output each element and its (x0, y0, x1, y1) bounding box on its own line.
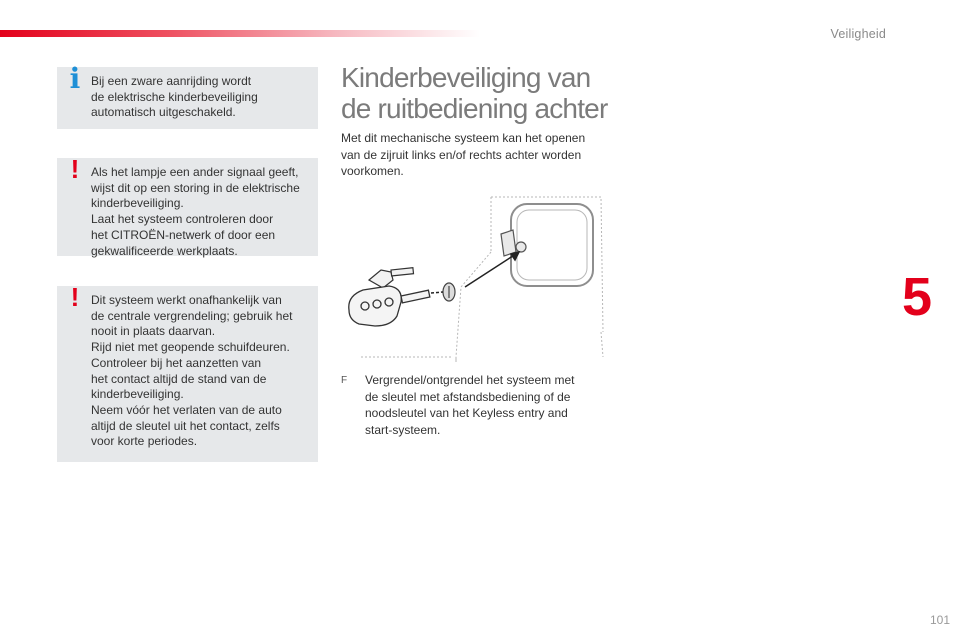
page-title-line: de ruitbediening achter (341, 93, 608, 124)
note-line: automatisch uitgeschakeld. (91, 105, 236, 120)
lock-cylinder (443, 283, 455, 301)
intro-line: van de zijruit links en/of rechts achter worden (341, 147, 582, 162)
note-line: Dit systeem werkt onafhankelijk van (91, 293, 282, 307)
note-line: Controleer bij het aanzetten van (91, 355, 262, 370)
section-title: Veiligheid (830, 27, 886, 41)
page-number: 101 (929, 613, 950, 627)
note-line: het contact altijd de stand van de (91, 371, 267, 386)
intro-line: voorkomen. (341, 164, 404, 178)
note-line: altijd de sleutel uit het contact, zelfs (91, 418, 280, 433)
note-line: de centrale vergrendeling; gebruik het (91, 308, 293, 323)
note-line: kinderbeveiliging. (91, 196, 184, 211)
instruction-step (341, 372, 591, 438)
instruction-line: de sleutel met afstandsbediening of de (365, 389, 571, 404)
intro-line: Met dit mechanische systeem kan het openen (341, 131, 586, 145)
note-line: Rijd niet met geopende schuifdeuren. (91, 340, 290, 355)
note-line: nooit in plaats daarvan. (91, 324, 216, 339)
info-icon: i (69, 62, 81, 95)
note-line: Als het lampje een ander signaal geeft, (91, 165, 299, 179)
note-line: Laat het systeem controleren door (91, 212, 274, 227)
instruction-line: start-systeem. (365, 422, 441, 437)
note-line: het CITROËN-netwerk of door een (91, 227, 276, 242)
remote-key-fob (349, 286, 430, 326)
warning-note-lamp (57, 154, 318, 258)
header-accent-bar (0, 30, 480, 37)
intro-text (341, 130, 611, 180)
page-title-line: Kinderbeveiliging van (341, 62, 591, 93)
page-title (341, 62, 641, 124)
warning-icon: ! (70, 282, 80, 312)
note-line: Neem vóór het verlaten van de auto (91, 402, 282, 417)
instruction-line: noodsleutel van het Keyless entry and (365, 406, 568, 420)
note-line: kinderbeveiliging. (91, 387, 184, 402)
instruction-text (365, 372, 591, 438)
emergency-key (369, 268, 414, 288)
bullet-marker: F (341, 375, 348, 386)
warning-icon: ! (70, 154, 80, 184)
note-line: de elektrische kinderbeveiliging (91, 89, 258, 104)
door-latch (501, 230, 526, 256)
warning-note-system (57, 282, 318, 462)
note-line: wijst dit op een storing in de elektrische (91, 180, 300, 195)
note-line: Bij een zware aanrijding wordt (91, 74, 252, 88)
info-note (57, 62, 318, 129)
note-line: voor korte periodes. (91, 434, 198, 449)
note-line: gekwalificeerde werkplaats. (91, 243, 238, 258)
chapter-number: 5 (902, 267, 933, 327)
child-lock-illustration (341, 192, 606, 362)
instruction-line: Vergrendel/ontgrendel het systeem met (365, 373, 575, 387)
